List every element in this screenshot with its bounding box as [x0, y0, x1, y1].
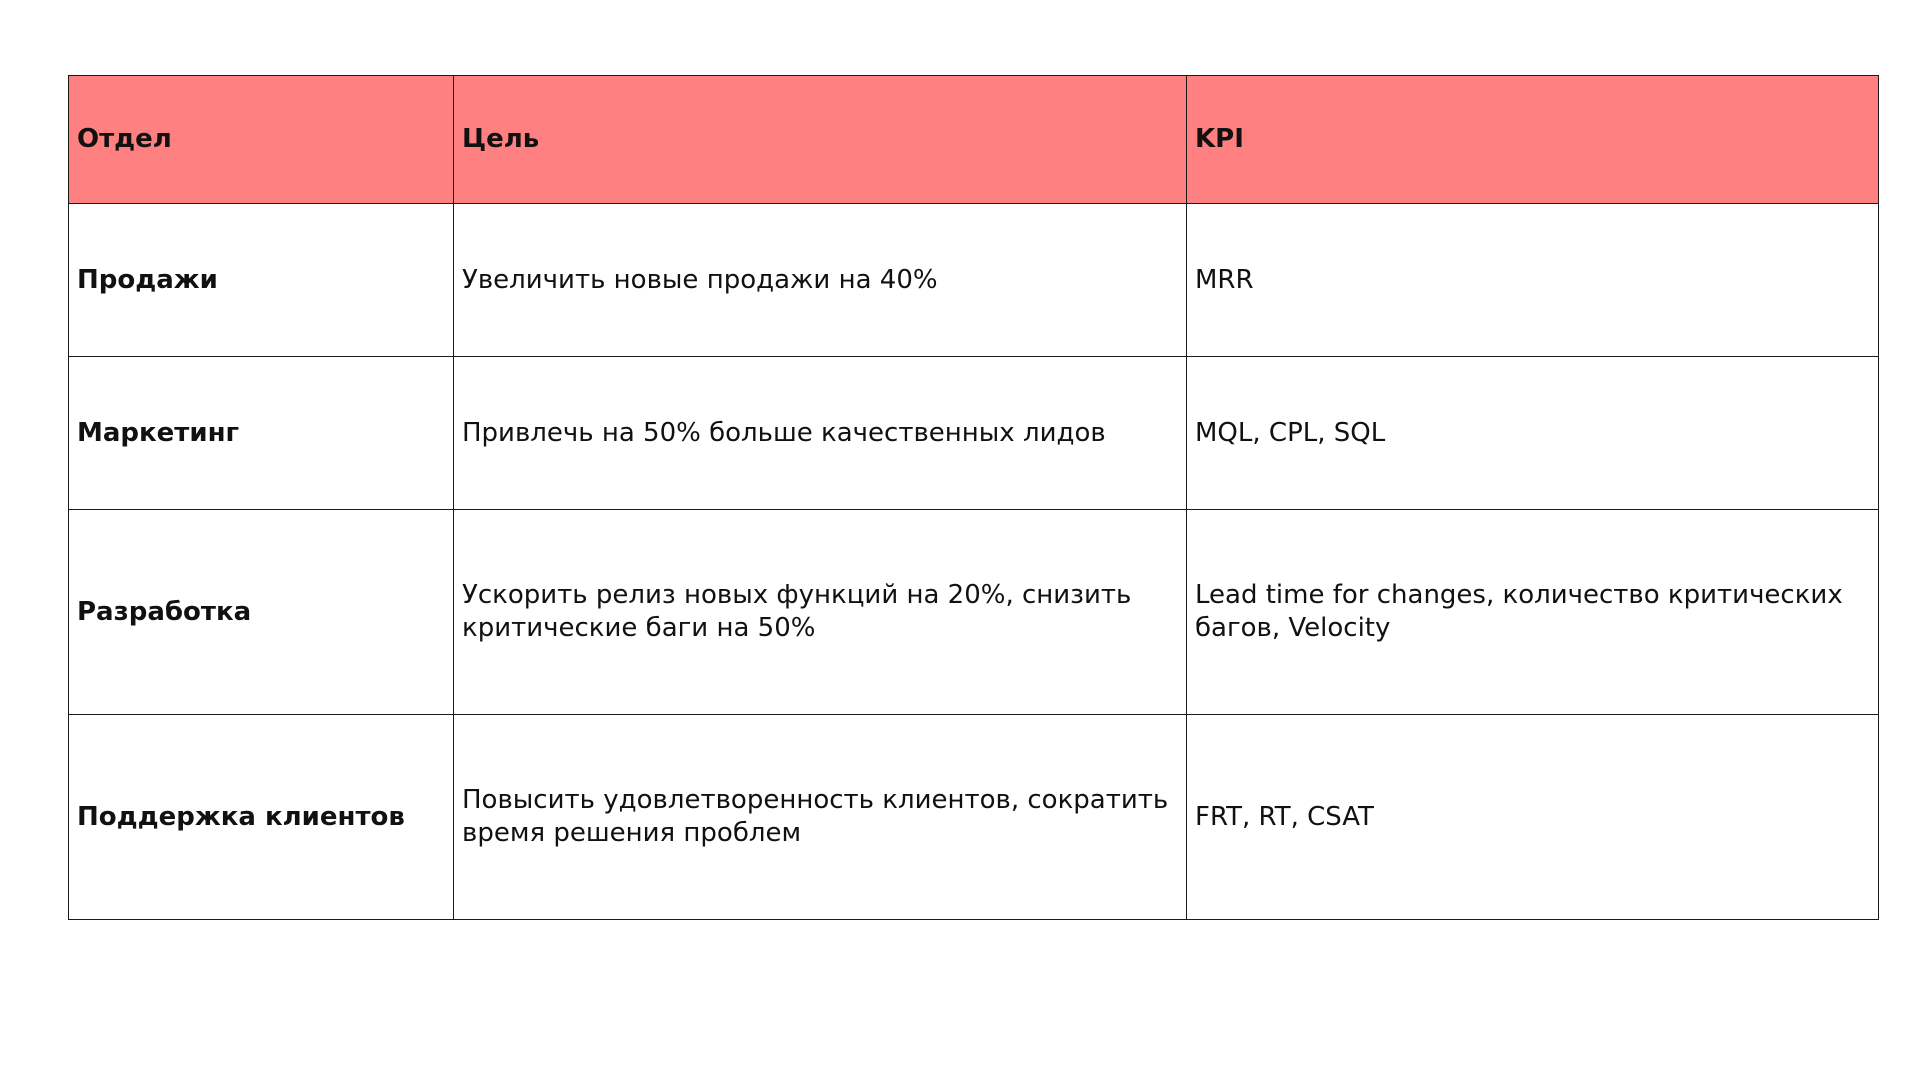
cell-department: Поддержка клиентов: [69, 715, 454, 920]
cell-goal: Ускорить релиз новых функций на 20%, снизить критические баги на 50%: [454, 510, 1187, 715]
table-header-row: [69, 76, 1879, 204]
cell-kpi: Lead time for changes, количество критических багов, Velocity: [1187, 510, 1879, 715]
table-row: [69, 357, 1879, 510]
cell-department: Разработка: [69, 510, 454, 715]
kpi-table: [68, 75, 1879, 920]
cell-goal: Повысить удовлетворенность клиентов, сократить время решения проблем: [454, 715, 1187, 920]
table-row: [69, 715, 1879, 920]
header-goal: Цель: [454, 76, 1187, 204]
header-kpi: KPI: [1187, 76, 1879, 204]
cell-goal: Привлечь на 50% больше качественных лидов: [454, 357, 1187, 510]
table-row: [69, 510, 1879, 715]
cell-goal: Увеличить новые продажи на 40%: [454, 204, 1187, 357]
cell-kpi: MRR: [1187, 204, 1879, 357]
header-department: Отдел: [69, 76, 454, 204]
cell-kpi: FRT, RT, CSAT: [1187, 715, 1879, 920]
cell-kpi: MQL, CPL, SQL: [1187, 357, 1879, 510]
table-row: [69, 204, 1879, 357]
cell-department: Продажи: [69, 204, 454, 357]
cell-department: Маркетинг: [69, 357, 454, 510]
